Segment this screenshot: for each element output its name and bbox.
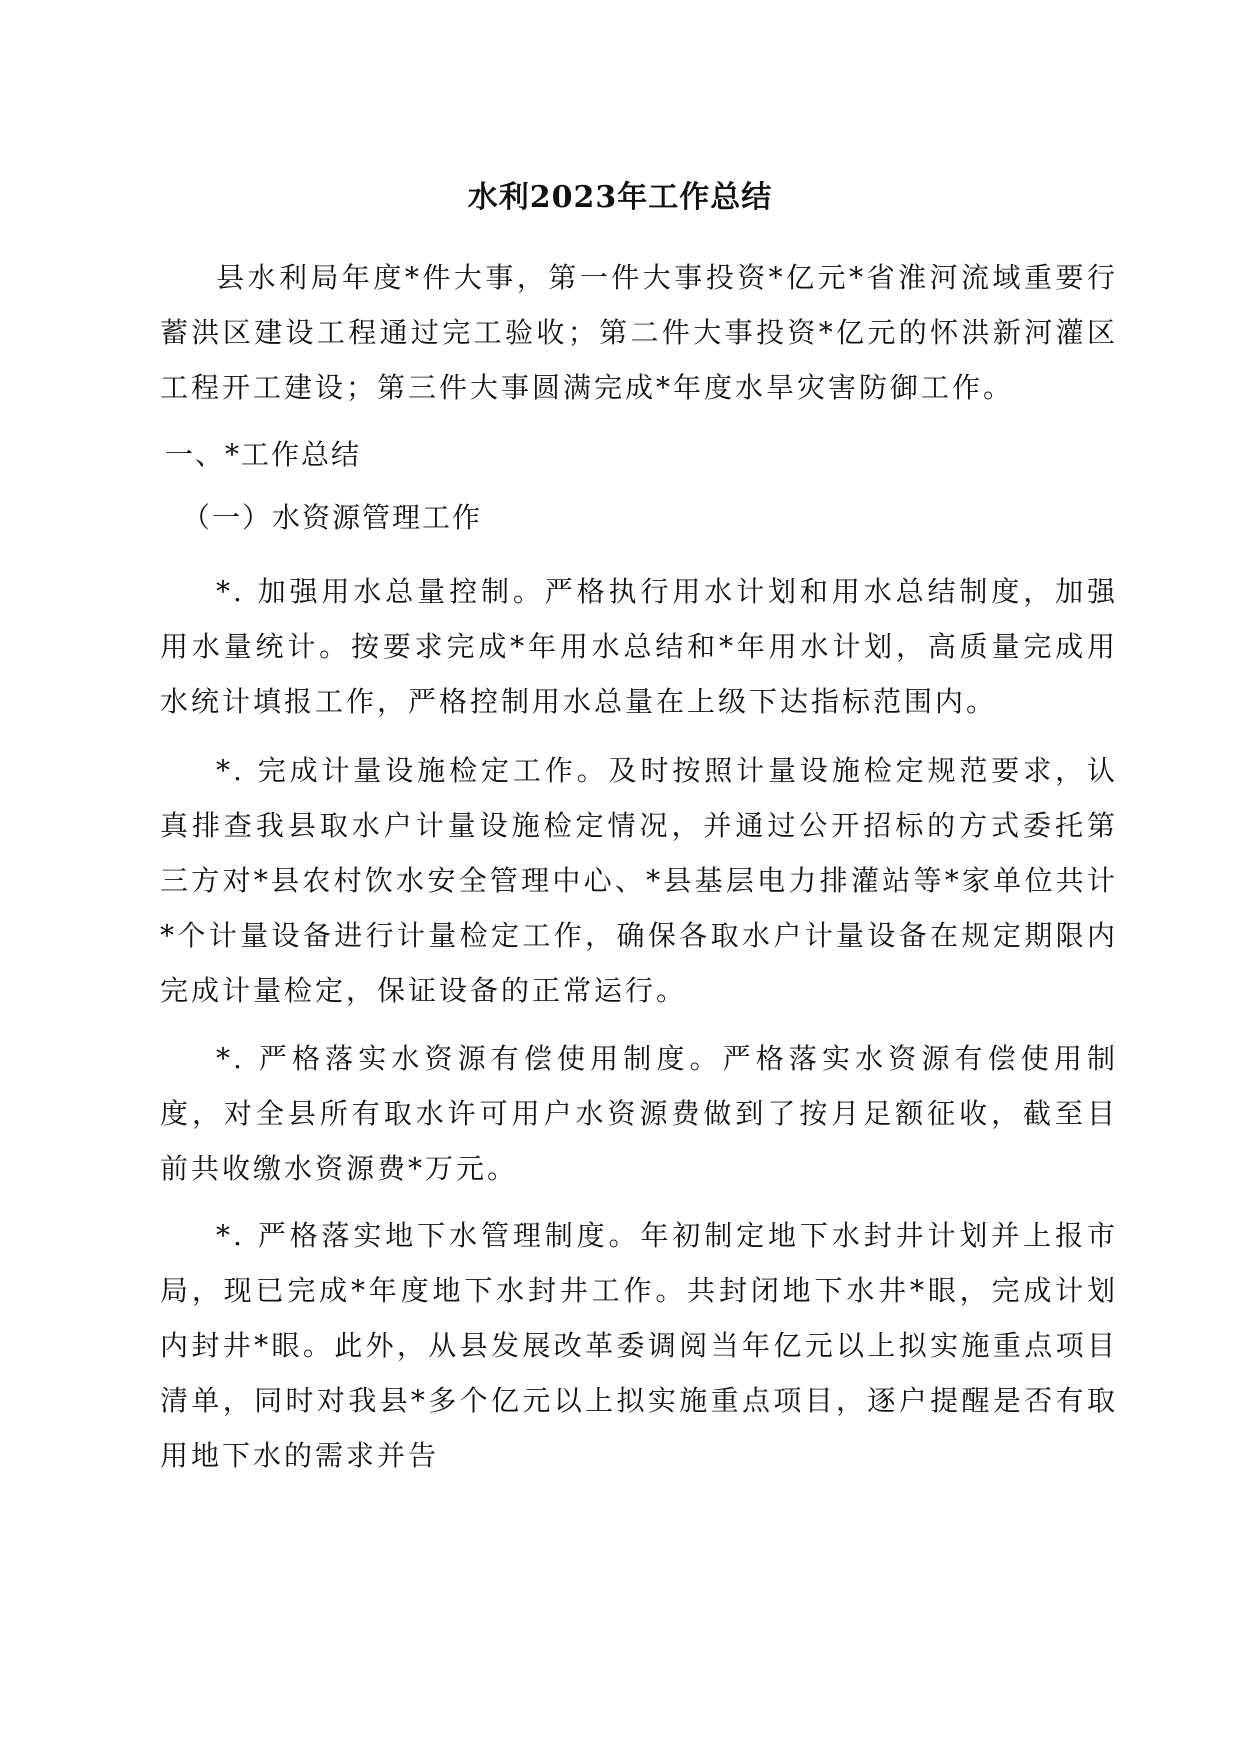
section-heading: 一、*工作总结 xyxy=(165,438,362,471)
body-paragraph: *. 完成计量设施检定工作。及时按照计量设施检定规范要求，认真排查我县取水户计量设施检定情况，并通过公开招标的方式委托第三方对*县农村饮水安全管理中心、*县基层电力排灌站等*家单位共计*个计量设备进行计量检定工作，确保各取水户计量设备在规定期限内完成计量检定，保证设备的正常运行。 xyxy=(160,754,1118,1007)
subsection-heading: （一）水资源管理工作 xyxy=(182,501,483,534)
intro-paragraph: 县水利局年度*件大事，第一件大事投资*亿元*省淮河流域重要行蓄洪区建设工程通过完工验收；第二件大事投资*亿元的怀洪新河灌区工程开工建设；第三件大事圆满完成*年度水旱灾害防御工作。 xyxy=(160,261,1118,404)
document-title: 水利2023年工作总结 xyxy=(467,180,773,215)
body-paragraph: *. 严格落实地下水管理制度。年初制定地下水封井计划并上报市局，现已完成*年度地下水封井工作。共封闭地下水井*眼，完成计划内封井*眼。此外，从县发展改革委调阅当年亿元以上拟实施重点项目清单，同时对我县*多个亿元以上拟实施重点项目，逐户提醒是否有取用地下水的需求并告 xyxy=(160,1219,1118,1472)
body-paragraph: *. 加强用水总量控制。严格执行用水计划和用水总结制度，加强用水量统计。按要求完成*年用水总结和*年用水计划，高质量完成用水统计填报工作，严格控制用水总量在上级下达指标范围内。 xyxy=(160,575,1118,718)
body-paragraph: *. 严格落实水资源有偿使用制度。严格落实水资源有偿使用制度，对全县所有取水许可用户水资源费做到了按月足额征收，截至目前共收缴水资源费*万元。 xyxy=(160,1042,1118,1185)
